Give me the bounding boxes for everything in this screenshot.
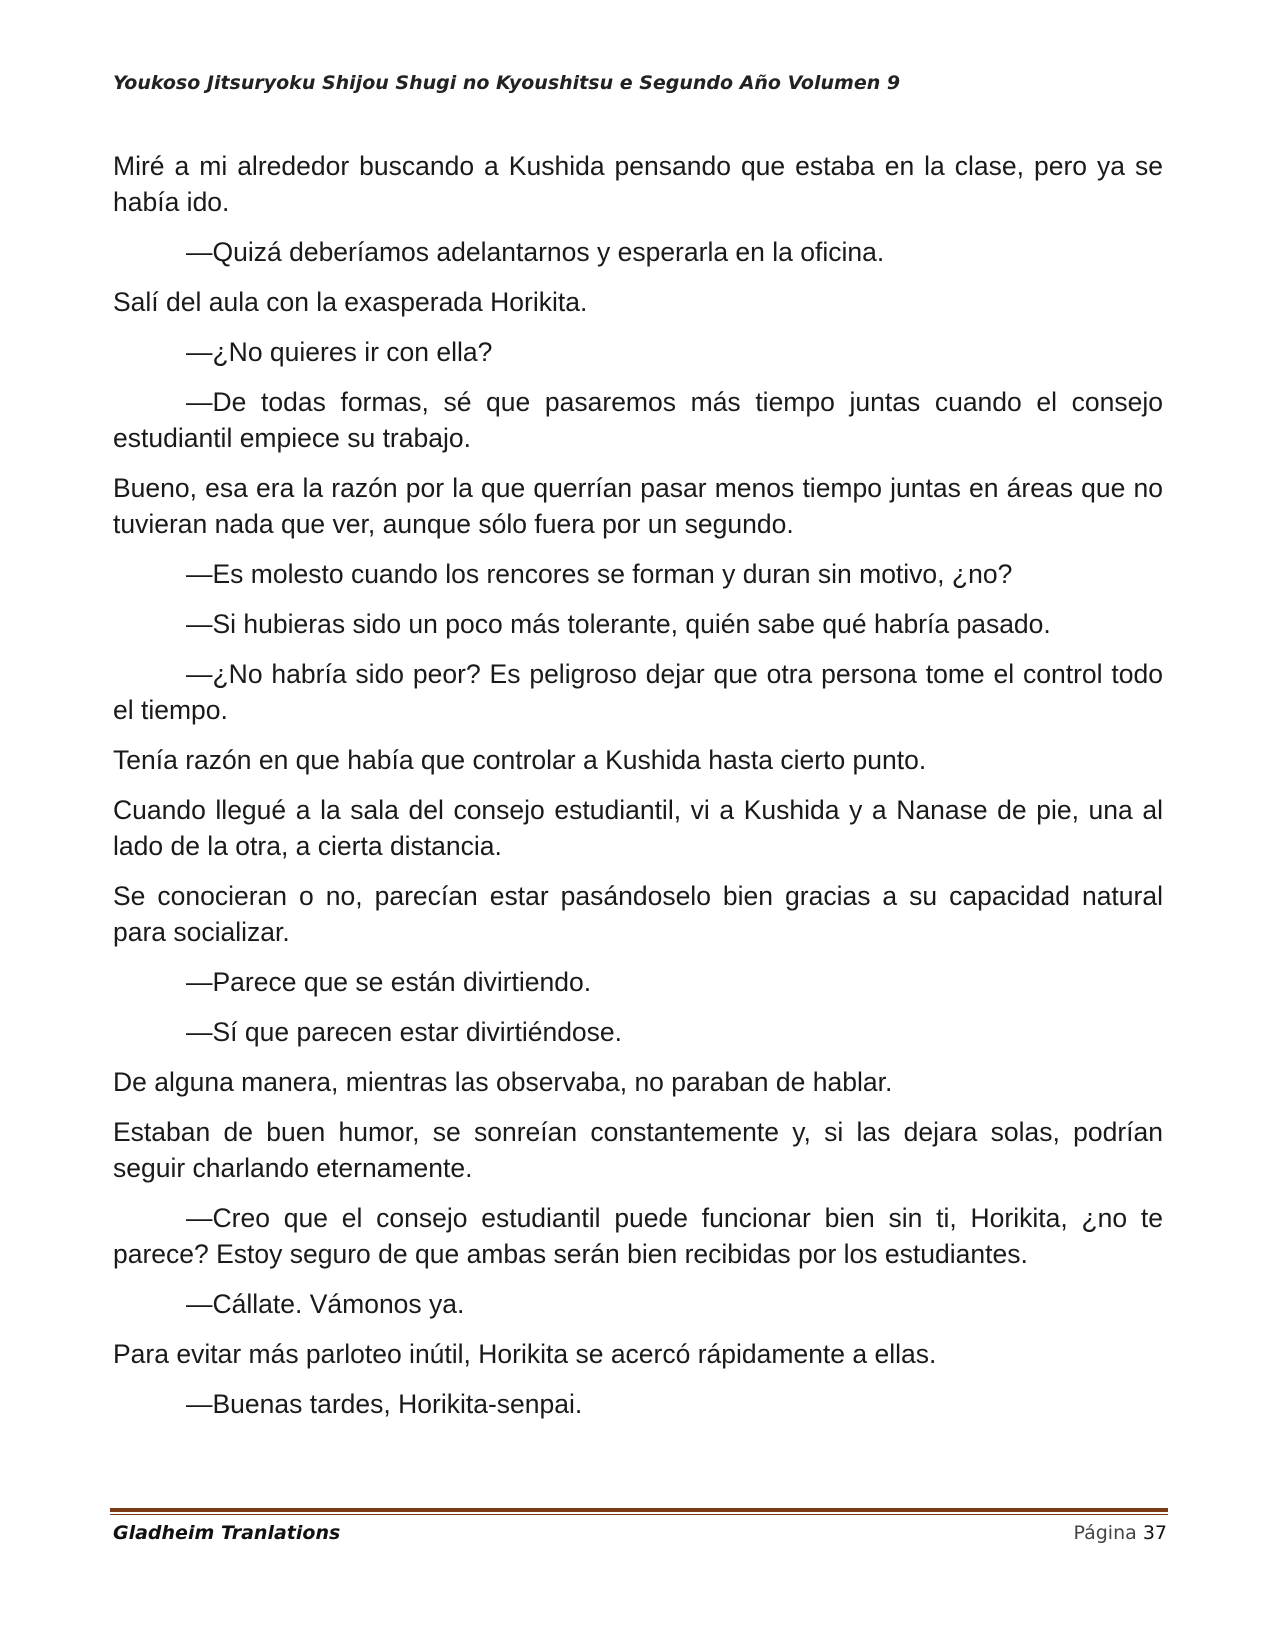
dialog-line: —Si hubieras sido un poco más tolerante, quién sabe qué habría pasado. [186, 609, 1051, 639]
dialog-line: —De todas formas, sé que pasaremos más tiempo juntas cuando el consejo estudiantil empiece su trabajo. [113, 387, 1163, 453]
footer-divider [110, 1508, 1168, 1516]
dialog-line: —Parece que se están divirtiendo. [186, 967, 592, 997]
paragraph: Tenía razón en que había que controlar a Kushida hasta cierto punto. [113, 745, 927, 775]
dialog-line: —Sí que parecen estar divirtiéndose. [186, 1017, 623, 1047]
paragraph: Bueno, esa era la razón por la que querrían pasar menos tiempo juntas en áreas que no tuvieran nada que ver, aunque sólo fuera por un segundo. [113, 473, 1163, 539]
page-number [1073, 1522, 1167, 1544]
footer-divider-thin [110, 1514, 1168, 1515]
paragraph: Estaban de buen humor, se sonreían constantemente y, si las dejara solas, podrían seguir charlando eternamente. [113, 1117, 1163, 1183]
paragraph: Para evitar más parloteo inútil, Horikita se acercó rápidamente a ellas. [113, 1339, 937, 1369]
dialog-line: —Cállate. Vámonos ya. [186, 1289, 465, 1319]
paragraph: De alguna manera, mientras las observaba, no paraban de hablar. [113, 1067, 893, 1097]
paragraph: Miré a mi alrededor buscando a Kushida pensando que estaba en la clase, pero ya se había ido. [113, 151, 1163, 217]
page-body [113, 148, 1163, 1436]
footer-credit: Gladheim Tranlations [113, 1522, 341, 1544]
page-label: Página [1073, 1522, 1137, 1544]
dialog-line: —Buenas tardes, Horikita-senpai. [186, 1389, 583, 1419]
running-header: Youkoso Jitsuryoku Shijou Shugi no Kyoushitsu e Segundo Año Volumen 9 [113, 72, 901, 94]
dialog-line: —Creo que el consejo estudiantil puede funcionar bien sin ti, Horikita, ¿no te parece? Estoy seguro de que ambas serán bien recibidas por los estudiantes. [113, 1203, 1163, 1269]
dialog-line: —¿No habría sido peor? Es peligroso dejar que otra persona tome el control todo el tiempo. [113, 659, 1163, 725]
dialog-line: —Quizá deberíamos adelantarnos y esperarla en la oficina. [186, 237, 885, 267]
dialog-line: —Es molesto cuando los rencores se forman y duran sin motivo, ¿no? [186, 559, 1013, 589]
dialog-line: —¿No quieres ir con ella? [186, 337, 493, 367]
paragraph: Salí del aula con la exasperada Horikita. [113, 287, 588, 317]
footer-divider-thick [110, 1508, 1168, 1512]
paragraph: Cuando llegué a la sala del consejo estudiantil, vi a Kushida y a Nanase de pie, una al lado de la otra, a cierta distancia. [113, 795, 1163, 861]
page-number-value: 37 [1142, 1522, 1167, 1544]
paragraph: Se conocieran o no, parecían estar pasándoselo bien gracias a su capacidad natural para socializar. [113, 881, 1163, 947]
